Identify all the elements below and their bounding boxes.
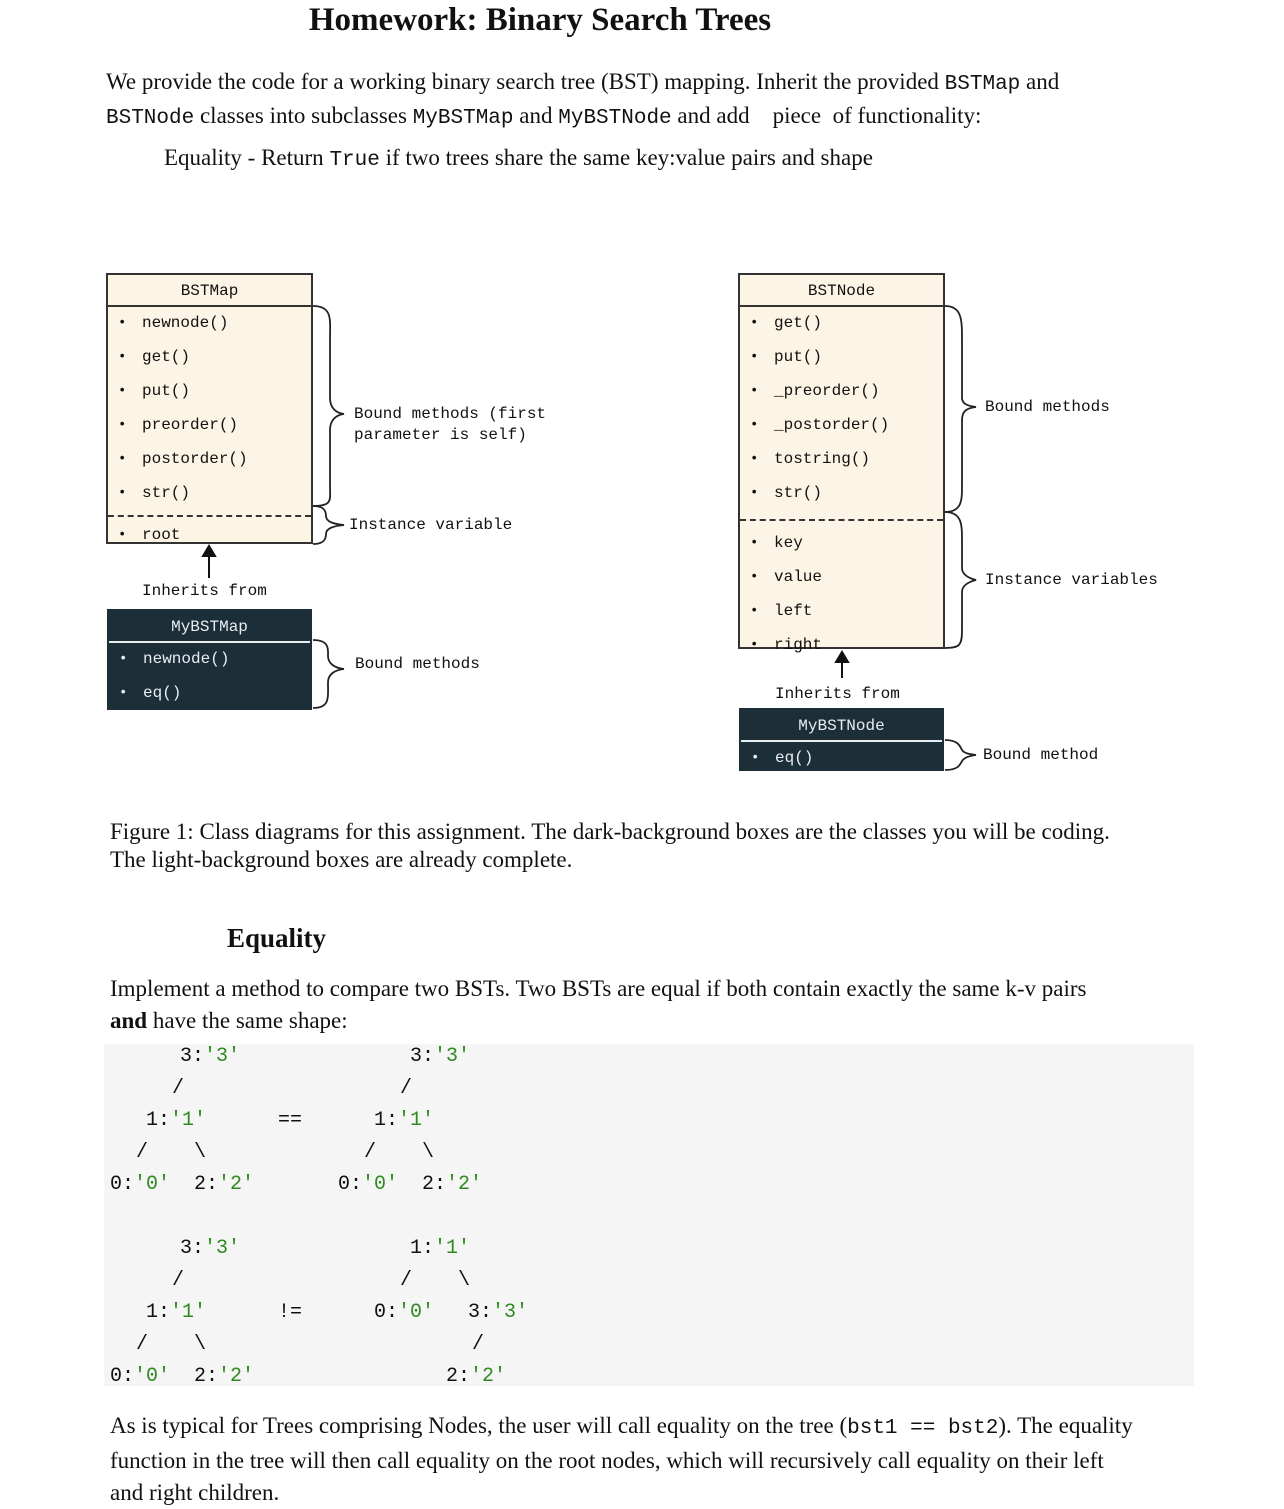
tree-node: 1:'1' <box>146 1109 207 1132</box>
method-item: • eq() <box>109 679 310 713</box>
method-item: • str() <box>108 479 311 513</box>
tree-node: 3:'3' <box>410 1045 471 1068</box>
equality-text: Implement a method to compare two BSTs. Two BSTs are equal if both contain exactly the same k-v pairs <box>110 976 1087 1001</box>
method-item: • _postorder() <box>740 411 943 445</box>
tree-edge: \ <box>194 1333 207 1356</box>
outro-text: ). The equality <box>998 1413 1133 1438</box>
equality-paragraph <box>110 973 1210 1037</box>
tree-edge: / <box>172 1077 185 1100</box>
method-item: • get() <box>740 309 943 343</box>
intro-text: We provide the code for a working binary search tree (BST) mapping. Inherit the provided <box>106 69 945 94</box>
tree-node: 1:'1' <box>146 1301 207 1324</box>
method-item: • put() <box>108 377 311 411</box>
method-item: • newnode() <box>108 309 311 343</box>
method-item: • postorder() <box>108 445 311 479</box>
tree-node: 0:'0' <box>338 1173 399 1196</box>
method-item: • eq() <box>741 744 942 778</box>
equal-operator: == <box>278 1109 303 1132</box>
outro-text: function in the tree will then call equality on the root nodes, which will recursively call equality on their left <box>110 1448 1104 1473</box>
section-heading: Equality <box>227 923 327 953</box>
intro-text: and <box>1020 69 1060 94</box>
tree-edge: / <box>136 1333 149 1356</box>
inline-code: bst1 == bst2 <box>847 1417 999 1440</box>
inline-code: BSTNode <box>106 107 195 130</box>
brace <box>313 640 344 708</box>
method-item: • newnode() <box>109 645 310 679</box>
tree-node: 0:'0' <box>374 1301 435 1324</box>
not-equal-operator: != <box>278 1301 303 1324</box>
brace <box>313 506 344 544</box>
bstnode-methods-note: Bound methods <box>985 398 1110 416</box>
inline-code: True <box>329 149 380 172</box>
tree-edge: \ <box>422 1141 435 1164</box>
tree-edge: / <box>172 1269 185 1292</box>
mybstmap-note: Bound methods <box>355 655 480 673</box>
tree-node: 3:'3' <box>180 1045 241 1068</box>
tree-edge: \ <box>194 1141 207 1164</box>
tree-edge: \ <box>458 1269 471 1292</box>
method-item: • _preorder() <box>740 377 943 411</box>
tree-edge: / <box>136 1141 149 1164</box>
bstnode-class-box <box>738 273 945 654</box>
method-item: • str() <box>740 479 943 513</box>
tree-edge: / <box>364 1141 377 1164</box>
tree-node: 2:'2' <box>194 1365 255 1388</box>
bstmap-inherits-label: Inherits from <box>142 582 267 600</box>
method-item: • tostring() <box>740 445 943 479</box>
tree-node: 1:'1' <box>374 1109 435 1132</box>
tree-edge: / <box>472 1333 485 1356</box>
variable-item: • right <box>740 631 943 665</box>
class-header: BSTNode <box>740 275 943 307</box>
outro-text: As is typical for Trees comprising Nodes, the user will call equality on the tree ( <box>110 1413 848 1438</box>
caption-line: Figure 1: Class diagrams for this assignment. The dark-background boxes are the classes you will be coding. <box>110 819 1110 844</box>
tree-node: 0:'0' <box>110 1365 171 1388</box>
tree-node: 1:'1' <box>410 1237 471 1260</box>
code-block <box>104 1044 1194 1386</box>
outro-text: and right children. <box>110 1480 280 1505</box>
tree-edge: / <box>400 1077 413 1100</box>
brace <box>945 740 976 770</box>
brace <box>945 512 976 648</box>
intro-text: classes into subclasses <box>194 103 413 128</box>
page-title: Homework: Binary Search Trees <box>308 2 772 38</box>
intro-text: and <box>513 103 559 128</box>
brace <box>313 306 344 506</box>
bstnode-inherits-label: Inherits from <box>775 685 900 703</box>
tree-node: 3:'3' <box>180 1237 241 1260</box>
item-text: Equality - Return <box>164 145 330 170</box>
variable-item: • left <box>740 597 943 631</box>
mybstmap-class-box <box>107 609 312 710</box>
inline-code: BSTMap <box>944 73 1021 96</box>
class-header: MyBSTNode <box>741 710 942 742</box>
bstmap-methods-note: Bound methods (first parameter is self) <box>354 405 547 444</box>
variable-item: • value <box>740 563 943 597</box>
method-item: • preorder() <box>108 411 311 445</box>
inline-code: MyBSTNode <box>558 107 672 130</box>
tree-node: 3:'3' <box>468 1301 529 1324</box>
bold-text: and <box>110 1008 148 1033</box>
mybstnode-note: Bound method <box>983 746 1099 764</box>
tree-node: 2:'2' <box>194 1173 255 1196</box>
brace <box>945 306 976 512</box>
caption-line: The light-background boxes are already complete. <box>110 847 573 872</box>
method-item: • put() <box>740 343 943 377</box>
variable-item: • root <box>108 521 311 555</box>
method-item: • get() <box>108 343 311 377</box>
class-header: MyBSTMap <box>109 611 310 643</box>
figure-caption <box>110 818 1210 874</box>
variable-item: • key <box>740 529 943 563</box>
tree-node: 0:'0' <box>110 1173 171 1196</box>
bstnode-vars-note: Instance variables <box>985 571 1158 589</box>
item-text: if two trees share the same key:value pairs and shape <box>379 145 873 170</box>
mybstnode-class-box <box>739 708 944 771</box>
intro-text: and add piece of functionality: <box>671 103 982 128</box>
class-header: BSTMap <box>108 275 311 307</box>
tree-edge: / <box>400 1269 413 1292</box>
bstmap-vars-note: Instance variable <box>349 516 513 534</box>
outro-paragraph <box>110 1410 1210 1509</box>
tree-node: 2:'2' <box>446 1365 507 1388</box>
divider <box>740 519 943 521</box>
equality-text: have the same shape: <box>147 1008 348 1033</box>
tree-node: 2:'2' <box>422 1173 483 1196</box>
inline-code: MyBSTMap <box>412 107 514 130</box>
